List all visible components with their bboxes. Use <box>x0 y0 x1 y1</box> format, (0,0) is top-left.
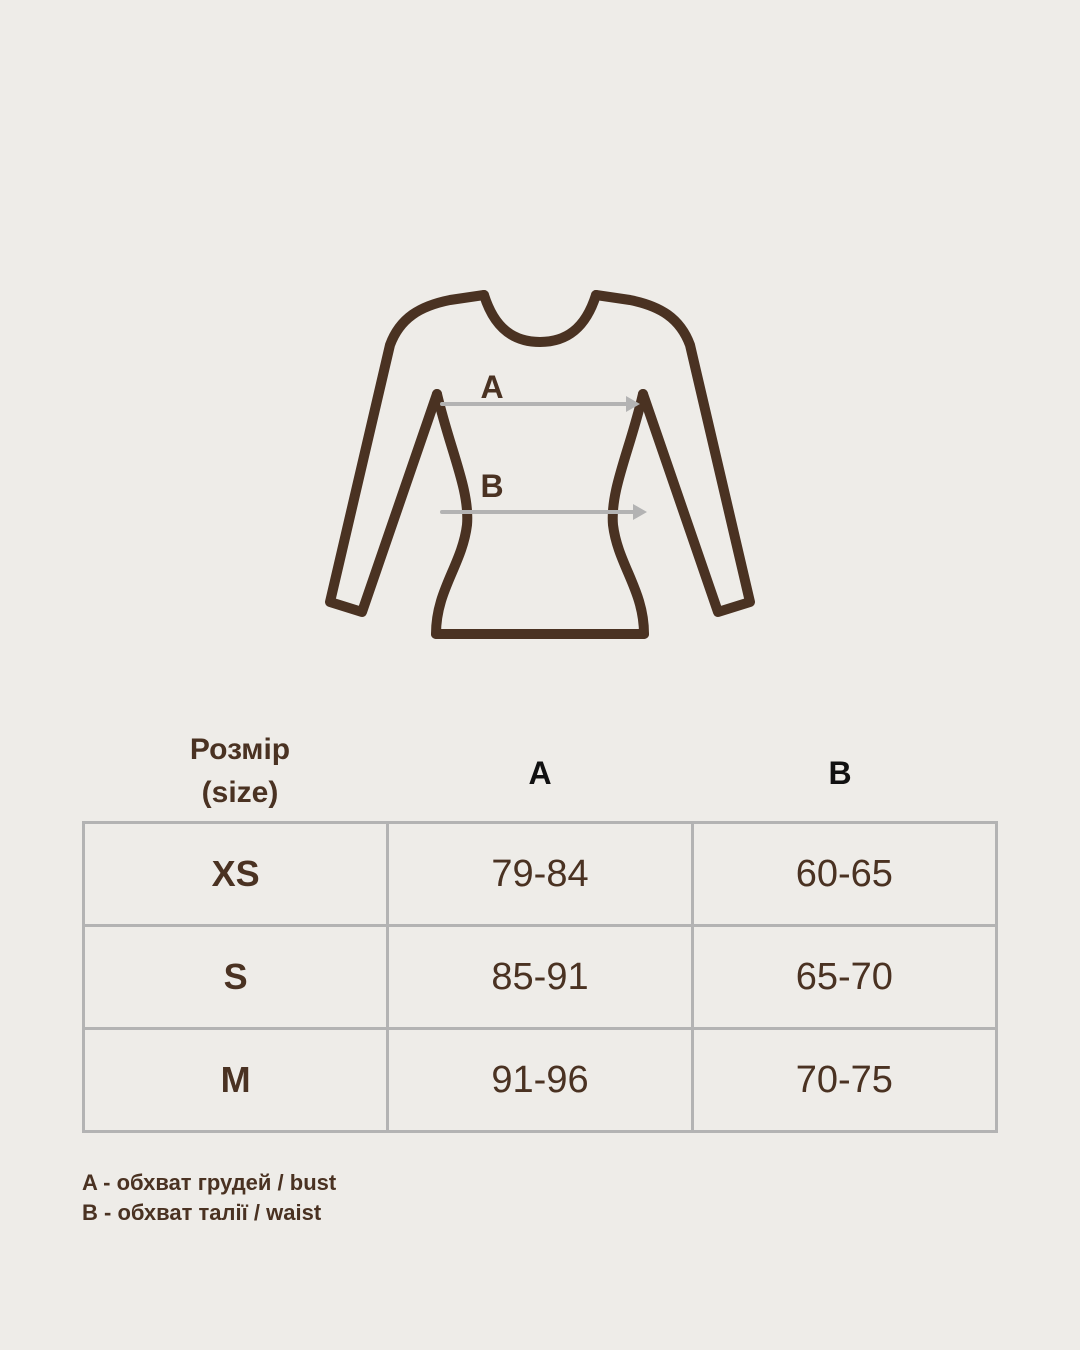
neckline-outline <box>484 295 596 342</box>
bust-cell: 85-91 <box>388 926 692 1029</box>
size-table <box>82 821 998 1133</box>
legend-waist: B - обхват талії / waist <box>82 1200 322 1225</box>
header-size-line2: (size) <box>201 776 279 809</box>
waist-cell: 65-70 <box>692 926 996 1029</box>
size-cell: S <box>84 926 388 1029</box>
table-row <box>84 823 997 926</box>
label-a: A <box>480 369 504 405</box>
label-b: B <box>480 468 504 504</box>
header-a: A <box>528 755 552 791</box>
waist-cell: 60-65 <box>692 823 996 926</box>
bust-cell: 79-84 <box>388 823 692 926</box>
legend <box>82 1168 336 1228</box>
right-sleeve-outline <box>596 295 750 612</box>
waist-cell: 70-75 <box>692 1029 996 1132</box>
header-b: B <box>828 755 852 791</box>
size-cell: XS <box>84 823 388 926</box>
legend-bust: A - обхват грудей / bust <box>82 1170 337 1195</box>
table-row <box>84 1029 997 1132</box>
header-size-line1: Розмір <box>189 733 291 766</box>
left-sleeve-outline <box>330 295 484 612</box>
header-size <box>140 728 340 814</box>
table-row <box>84 926 997 1029</box>
bust-cell: 91-96 <box>388 1029 692 1132</box>
size-cell: M <box>84 1029 388 1132</box>
waist-arrowhead-icon <box>633 504 647 520</box>
